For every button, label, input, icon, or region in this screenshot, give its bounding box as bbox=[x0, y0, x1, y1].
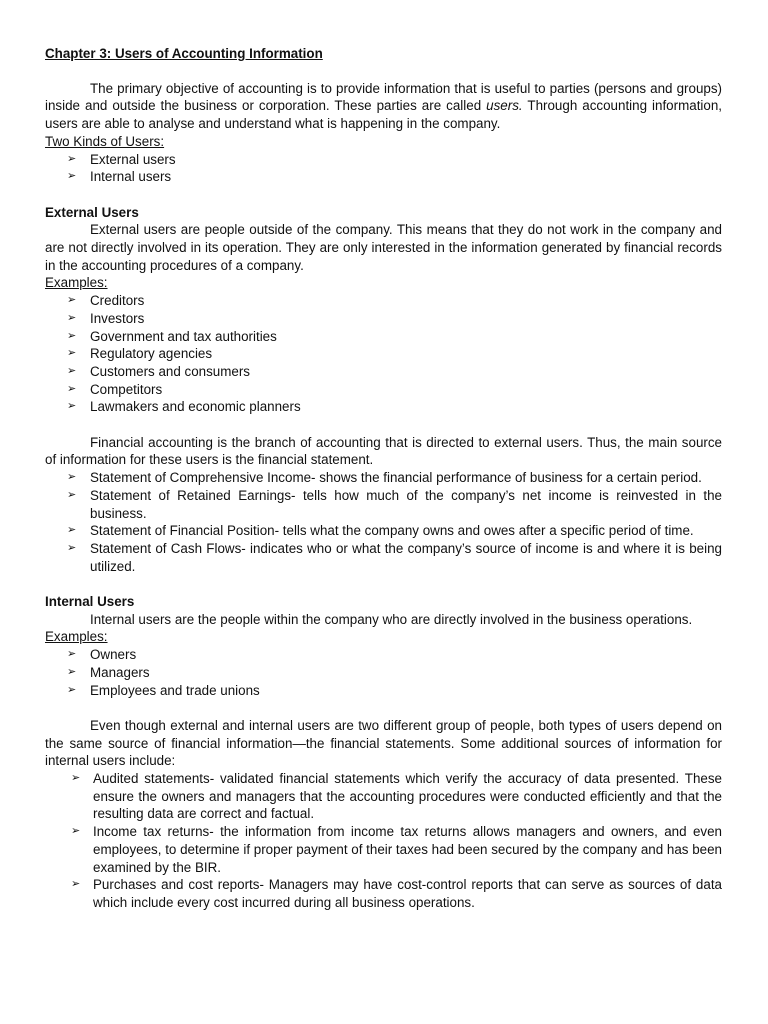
internal-description: Internal users are the people within the company who are directly involved in the business operations. bbox=[90, 611, 693, 627]
arrow-bullet-icon: ➢ bbox=[67, 311, 77, 324]
additional-sources-paragraph: Even though external and internal users are two different group of people, both types of users depend on the same source of financial information—the financial statements. Some additional sources of information for internal users include: bbox=[45, 717, 722, 769]
arrow-bullet-icon: ➢ bbox=[67, 524, 77, 537]
arrow-bullet-icon: ➢ bbox=[67, 347, 77, 360]
list-item: ➢ Managers bbox=[67, 664, 150, 680]
list-item: ➢ Statement of Retained Earnings- tells how much of the company’s net income is reinvested in the business. bbox=[67, 487, 722, 521]
intro-emphasis: users. bbox=[486, 98, 523, 114]
arrow-bullet-icon: ➢ bbox=[67, 471, 77, 484]
list-item: ➢ Government and tax authorities bbox=[67, 328, 277, 344]
list-item: ➢ Customers and consumers bbox=[67, 363, 251, 379]
arrow-bullet-icon: ➢ bbox=[67, 364, 77, 377]
arrow-bullet-icon: ➢ bbox=[67, 152, 77, 165]
external-description: External users are people outside of the company. This means that they do not work in the company and are not directly involved in its operation. They are only interested in the information generated by financial records in the accounting procedures of a company. bbox=[45, 222, 722, 273]
list-item: ➢ Employees and trade unions bbox=[67, 682, 260, 698]
financial-statements-list bbox=[45, 469, 722, 575]
list-item: ➢ Statement of Cash Flows- indicates who or what the company’s source of income is and where it is being utilized. bbox=[67, 540, 722, 574]
spacer bbox=[45, 575, 722, 593]
spacer bbox=[45, 186, 722, 204]
list-item: ➢ Internal users bbox=[67, 169, 172, 185]
internal-heading: Internal Users bbox=[45, 594, 135, 610]
list-item: ➢ External users bbox=[67, 151, 176, 167]
arrow-bullet-icon: ➢ bbox=[67, 382, 77, 395]
additional-sources-list bbox=[45, 770, 722, 912]
arrow-bullet-icon: ➢ bbox=[67, 541, 77, 554]
arrow-bullet-icon: ➢ bbox=[67, 648, 77, 661]
list-item: ➢ Owners bbox=[67, 647, 137, 663]
intro-paragraph bbox=[45, 80, 722, 133]
list-item: ➢ Audited statements- validated financial statements which verify the accuracy of data presented. These ensure the owners and managers that the accounting procedures were conducted efficiently and that the resulting data are correct and factual. bbox=[71, 771, 722, 822]
list-item: ➢ Investors bbox=[67, 310, 145, 326]
arrow-bullet-icon: ➢ bbox=[67, 683, 77, 696]
arrow-bullet-icon: ➢ bbox=[67, 329, 77, 342]
list-item: ➢ Competitors bbox=[67, 381, 163, 397]
external-examples-list bbox=[45, 292, 722, 416]
list-item: ➢ Statement of Financial Position- tells what the company owns and owes after a specific period of time. bbox=[67, 523, 694, 539]
arrow-bullet-icon: ➢ bbox=[71, 825, 81, 838]
arrow-bullet-icon: ➢ bbox=[67, 488, 77, 501]
external-examples-label: Examples: bbox=[45, 275, 108, 291]
arrow-bullet-icon: ➢ bbox=[71, 772, 81, 785]
spacer bbox=[45, 416, 722, 434]
arrow-bullet-icon: ➢ bbox=[67, 294, 77, 307]
page-title: Chapter 3: Users of Accounting Information bbox=[45, 46, 323, 61]
list-item: ➢ Income tax returns- the information from income tax returns allows managers and owners, and even employees, to determine if proper payment of their taxes had been secured by the company and has been examined by the BIR. bbox=[71, 824, 723, 875]
arrow-bullet-icon: ➢ bbox=[67, 400, 77, 413]
intro-text-after: Through accounting information, users are able to analyse and understand what is happening in the company. bbox=[45, 98, 722, 132]
financial-accounting-paragraph: Financial accounting is the branch of accounting that is directed to external users. Thus, the main source of information for these users is the financial statement. bbox=[45, 434, 722, 468]
list-item: ➢ Creditors bbox=[67, 293, 145, 309]
list-item: ➢ Statement of Comprehensive Income- shows the financial performance of business for a certain period. bbox=[67, 470, 702, 486]
arrow-bullet-icon: ➢ bbox=[71, 878, 81, 891]
list-item: ➢ Lawmakers and economic planners bbox=[67, 399, 301, 415]
spacer bbox=[45, 699, 722, 717]
kinds-label: Two Kinds of Users: bbox=[45, 133, 165, 149]
kinds-list bbox=[45, 151, 722, 186]
external-heading: External Users bbox=[45, 204, 139, 220]
list-item: ➢ Regulatory agencies bbox=[67, 346, 213, 362]
internal-examples-list bbox=[45, 646, 722, 699]
intro-text-before: The primary objective of accounting is to provide information that is useful to parties (persons and groups) inside and outside the business or corporation. These parties are called bbox=[45, 80, 722, 114]
arrow-bullet-icon: ➢ bbox=[67, 665, 77, 678]
arrow-bullet-icon: ➢ bbox=[67, 170, 77, 183]
list-item: ➢ Purchases and cost reports- Managers may have cost-control reports that can serve as sources of data which include every cost incurred during all business operations. bbox=[71, 877, 722, 910]
internal-examples-label: Examples: bbox=[45, 629, 108, 645]
